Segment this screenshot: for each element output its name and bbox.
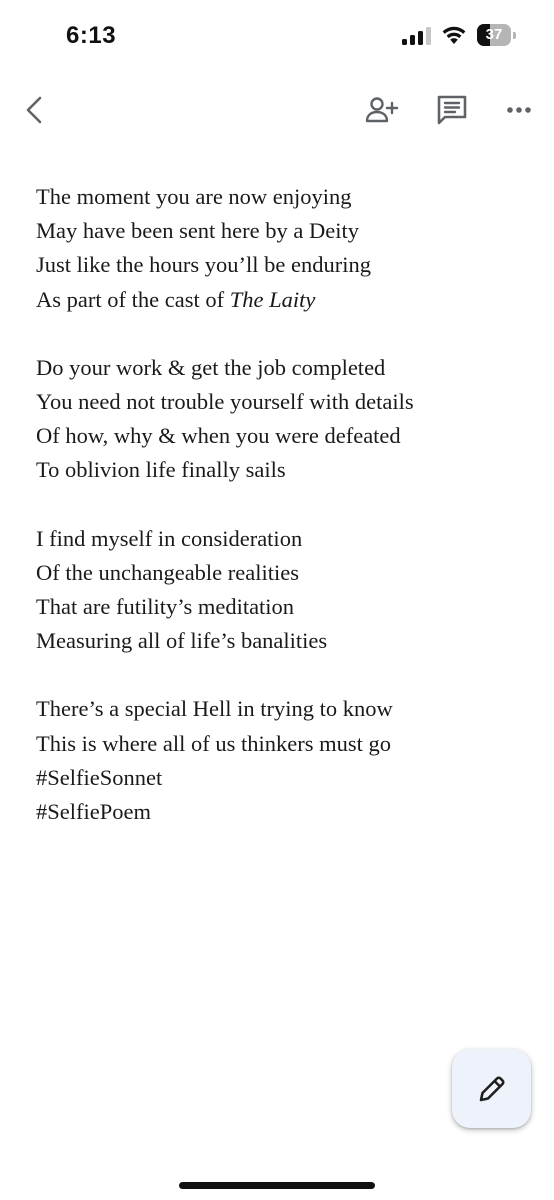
poem-line: Just like the hours you’ll be enduring <box>36 252 371 278</box>
poem-line: You need not trouble yourself with details <box>36 389 414 415</box>
pencil-icon <box>475 1072 509 1106</box>
toolbar <box>0 80 554 140</box>
italic-title: The Laity <box>229 286 316 312</box>
signal-icon <box>402 27 432 45</box>
home-indicator[interactable] <box>179 1182 375 1189</box>
poem-line: This is where all of us thinkers must go <box>36 730 391 756</box>
poem-line: Of how, why & when you were defeated <box>36 423 401 449</box>
poem-line-text: As part of the cast of <box>36 286 230 312</box>
poem-line: Of the unchangeable realities <box>36 559 300 585</box>
poem-line: Do your work & get the job completed <box>36 354 386 380</box>
back-button[interactable] <box>12 88 56 132</box>
stanza <box>36 692 536 829</box>
more-icon <box>506 106 532 114</box>
status-time: 6:13 <box>66 22 117 49</box>
stanza <box>36 351 536 488</box>
poem-line: To oblivion life finally sails <box>36 457 286 483</box>
poem-line: The moment you are now enjoying <box>36 184 352 209</box>
battery-level: 37 <box>485 26 503 43</box>
status-bar <box>0 0 554 70</box>
battery-icon <box>477 24 517 46</box>
edit-button[interactable] <box>452 1049 531 1128</box>
hashtag: #SelfieSonnet <box>36 764 163 790</box>
comment-icon <box>436 94 468 126</box>
stanza <box>36 522 536 659</box>
poem-line <box>36 283 536 317</box>
poem-line: I find myself in consideration <box>36 525 303 551</box>
back-arrow-icon <box>23 95 45 125</box>
hashtag: #SelfiePoem <box>36 799 151 825</box>
poem-line: That are futility’s meditation <box>36 594 295 620</box>
poem-line: There’s a special Hell in trying to know <box>36 696 393 722</box>
poem-line: Measuring all of life’s banalities <box>36 628 328 654</box>
wifi-icon <box>441 25 467 45</box>
add-person-icon <box>365 95 399 125</box>
share-button[interactable] <box>360 88 404 132</box>
document-body[interactable] <box>36 180 536 863</box>
comments-button[interactable] <box>430 88 474 132</box>
stanza <box>36 180 536 317</box>
more-button[interactable] <box>497 88 541 132</box>
poem-line: May have been sent here by a Deity <box>36 218 359 244</box>
